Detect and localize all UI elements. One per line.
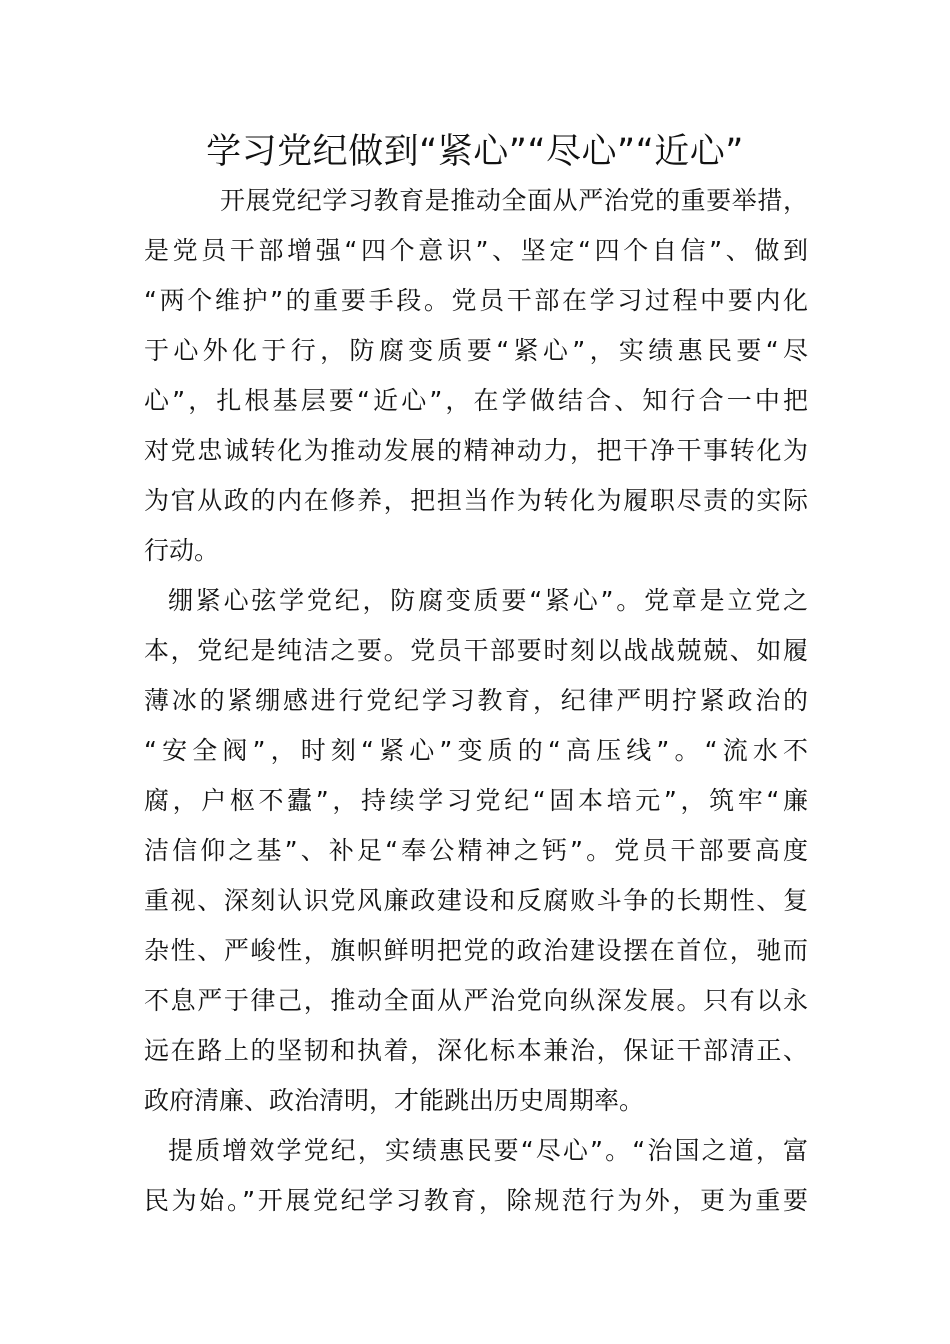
- text-line: 不息严于律己，推动全面从严治党向纵深发展。只有以永: [144, 986, 808, 1015]
- text-line: “两个维护”的重要手段。党员干部在学习过程中要内化: [144, 286, 808, 315]
- text-line: 对党忠诚转化为推动发展的精神动力，把干净干事转化为: [144, 436, 808, 465]
- text-line: 政府清廉、政治清明，才能跳出历史周期率。: [144, 1086, 645, 1115]
- text-line: 民为始。”开展党纪学习教育，除规范行为外，更为重要: [144, 1186, 808, 1215]
- text-line: 薄冰的紧绷感进行党纪学习教育，纪律严明拧紧政治的: [144, 686, 808, 715]
- text-line: 于心外化于行，防腐变质要“紧心”，实绩惠民要“尽: [144, 336, 808, 365]
- document-body: [144, 176, 808, 1226]
- text-line: 本，党纪是纯洁之要。党员干部要时刻以战战兢兢、如履: [144, 636, 808, 665]
- text-line: 杂性、严峻性，旗帜鲜明把党的政治建设摆在首位，驰而: [144, 936, 808, 965]
- text-line: “安全阀”，时刻“紧心”变质的“高压线”。“流水不: [144, 736, 808, 765]
- text-line: 提质增效学党纪，实绩惠民要“尽心”。“治国之道，富: [168, 1136, 808, 1165]
- text-line: 绷紧心弦学党纪，防腐变质要“紧心”。党章是立党之: [168, 586, 808, 615]
- text-line: 是党员干部增强“四个意识”、坚定“四个自信”、做到: [144, 236, 808, 265]
- text-line: 洁信仰之基”、补足“奉公精神之钙”。党员干部要高度: [144, 836, 808, 865]
- text-line: 开展党纪学习教育是推动全面从严治党的重要举措，: [220, 186, 808, 215]
- text-line: 重视、深刻认识党风廉政建设和反腐败斗争的长期性、复: [144, 886, 808, 915]
- text-line: 为官从政的内在修养，把担当作为转化为履职尽责的实际: [144, 486, 808, 515]
- text-line: 远在路上的坚韧和执着，深化标本兼治，保证干部清正、: [144, 1036, 808, 1065]
- text-line: 心”，扎根基层要“近心”，在学做结合、知行合一中把: [144, 386, 808, 415]
- text-line: 行动。: [144, 536, 220, 565]
- text-line: 腐，户枢不蠹”，持续学习党纪“固本培元”，筑牢“廉: [144, 786, 808, 815]
- document-title: 学习党纪做到“紧心”“尽心”“近心”: [206, 132, 744, 172]
